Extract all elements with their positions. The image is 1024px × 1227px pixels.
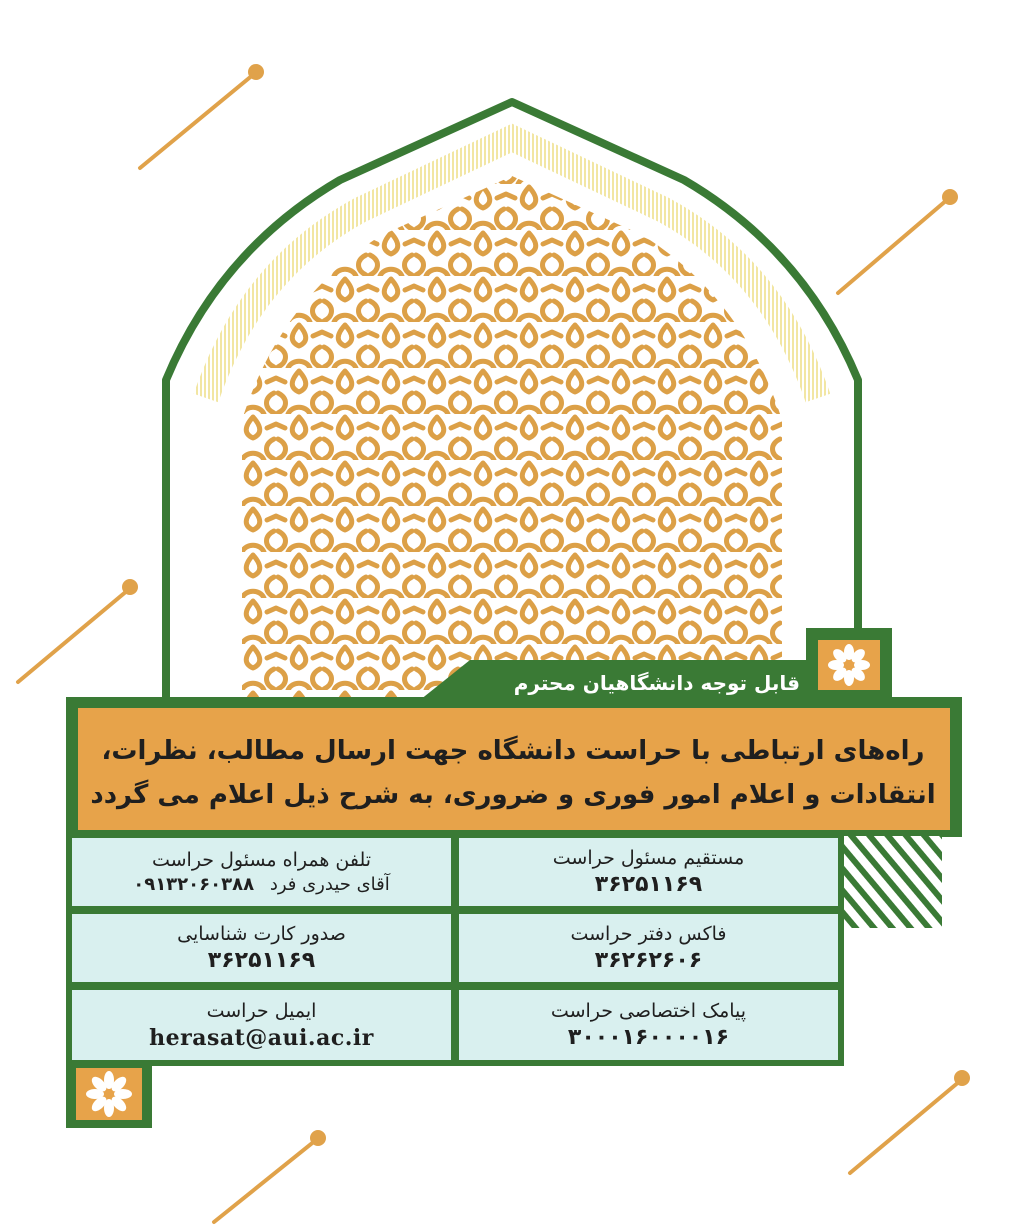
contact-id-card-label: صدور کارت شناسایی: [177, 923, 346, 945]
contact-email: [70, 988, 453, 1062]
contact-id-card: [70, 912, 453, 984]
contact-email-value[interactable]: herasat@aui.ac.ir: [149, 1025, 374, 1051]
contact-mobile-label: تلفن همراه مسئول حراست: [151, 849, 372, 871]
flower-icon: [86, 1071, 132, 1117]
contact-direct-value: ۳۶۲۵۱۱۶۹: [594, 872, 703, 897]
headline-line-2: انتقادات و اعلام امور فوری و ضروری، به شرح ذیل اعلام می گردد: [90, 780, 936, 810]
contact-direct: [457, 836, 840, 908]
contact-mobile: [70, 836, 453, 908]
contact-direct-label: مستقیم مسئول حراست: [552, 847, 745, 869]
headline-line-1: راه‌های ارتباطی با حراست دانشگاه جهت ارسال مطالب، نظرات،: [101, 736, 925, 766]
contact-mobile-value[interactable]: ۰۹۱۳۲۰۶۰۳۸۸: [133, 874, 255, 895]
contact-fax-value: ۳۶۲۶۲۶۰۶: [594, 948, 703, 973]
headline: [82, 718, 944, 828]
contact-sms-label: پیامک اختصاصی حراست: [550, 1000, 747, 1022]
contact-fax-label: فاکس دفتر حراست: [570, 923, 727, 945]
contact-mobile-line: [72, 873, 451, 897]
stripe-block: [838, 836, 942, 928]
contact-sms-value: ۳۰۰۰۱۶۰۰۰۰۱۶: [567, 1025, 730, 1050]
contact-mobile-person: آقای حیدری فرد: [269, 874, 390, 895]
arch-frame: [166, 102, 858, 700]
ribbon-label: قابل توجه دانشگاهیان محترم: [513, 671, 800, 695]
contact-sms: [457, 988, 840, 1062]
contact-id-card-value: ۳۶۲۵۱۱۶۹: [207, 948, 316, 973]
flower-icon: [828, 644, 870, 686]
contact-fax: [457, 912, 840, 984]
contact-email-label: ایمیل حراست: [206, 1000, 317, 1022]
